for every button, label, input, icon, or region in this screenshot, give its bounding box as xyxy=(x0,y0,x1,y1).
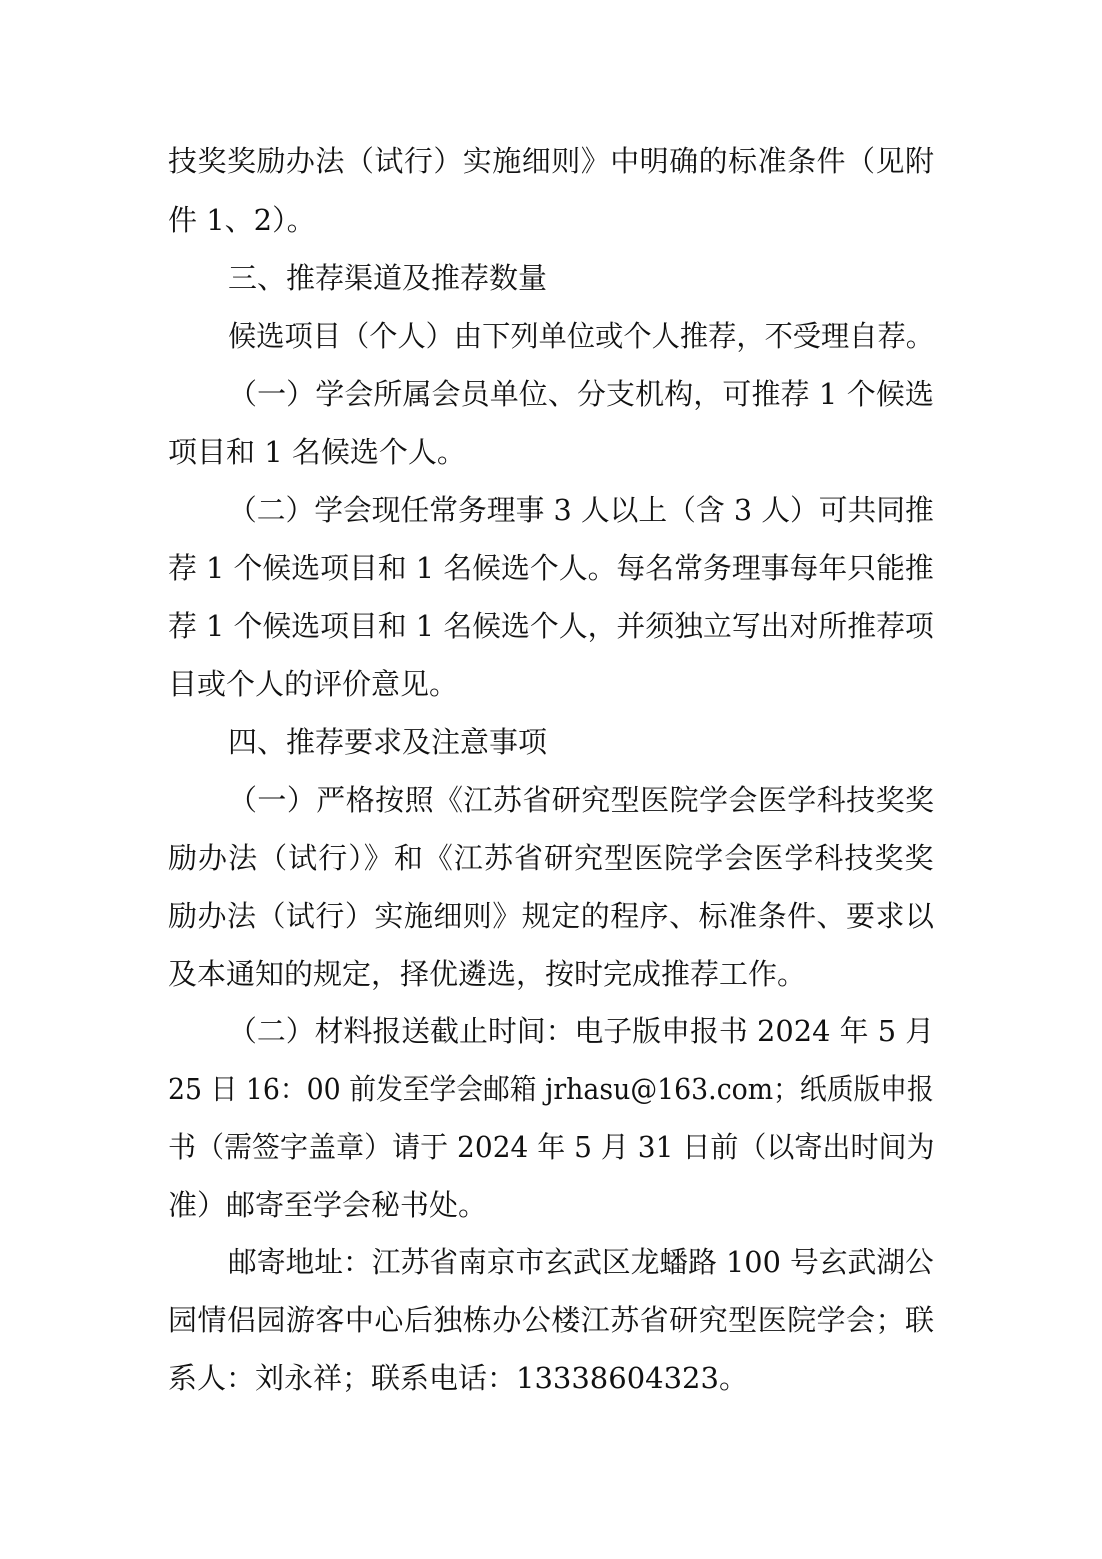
text-line: 励办法（试行）》和《江苏省研究型医院学会医学科技奖奖 xyxy=(168,841,935,875)
text-line: （一）学会所属会员单位、分支机构，可推荐 1 个候选 xyxy=(228,377,934,411)
text-line: 准）邮寄至学会秘书处。 xyxy=(168,1188,488,1222)
text-line: 候选项目（个人）由下列单位或个人推荐，不受理自荐。 xyxy=(228,319,935,353)
text-line: 25 日 16：00 前发至学会邮箱 jrhasu@163.com；纸质版申报 xyxy=(168,1072,934,1106)
text-line: （二）学会现任常务理事 3 人以上（含 3 人）可共同推 xyxy=(228,493,934,527)
text-line: （一）严格按照《江苏省研究型医院学会医学科技奖奖 xyxy=(228,783,935,817)
text-line: 书（需签字盖章）请于 2024 年 5 月 31 日前（以寄出时间为 xyxy=(168,1130,935,1164)
section-heading: 三、推荐渠道及推荐数量 xyxy=(228,261,548,295)
text-line: 目或个人的评价意见。 xyxy=(168,667,459,701)
text-line: 技奖奖励办法（试行）实施细则》中明确的标准条件（见附 xyxy=(168,144,935,178)
text-line: （二）材料报送截止时间：电子版申报书 2024 年 5 月 xyxy=(228,1014,935,1048)
text-line: 荐 1 个候选项目和 1 名候选个人，并须独立写出对所推荐项 xyxy=(168,609,934,643)
section-heading: 四、推荐要求及注意事项 xyxy=(228,725,548,759)
text-line: 系人：刘永祥；联系电话：13338604323。 xyxy=(168,1361,748,1395)
text-line: 园情侣园游客中心后独栋办公楼江苏省研究型医院学会；联 xyxy=(168,1303,935,1337)
text-line: 项目和 1 名候选个人。 xyxy=(168,435,466,469)
text-line: 荐 1 个候选项目和 1 名候选个人。每名常务理事每年只能推 xyxy=(168,551,934,585)
text-line: 件 1、2）。 xyxy=(168,203,316,237)
text-line: 励办法（试行）实施细则》规定的程序、标准条件、要求以 xyxy=(168,899,935,933)
text-line: 及本通知的规定，择优遴选，按时完成推荐工作。 xyxy=(168,957,807,991)
text-line: 邮寄地址：江苏省南京市玄武区龙蟠路 100 号玄武湖公 xyxy=(228,1245,934,1279)
